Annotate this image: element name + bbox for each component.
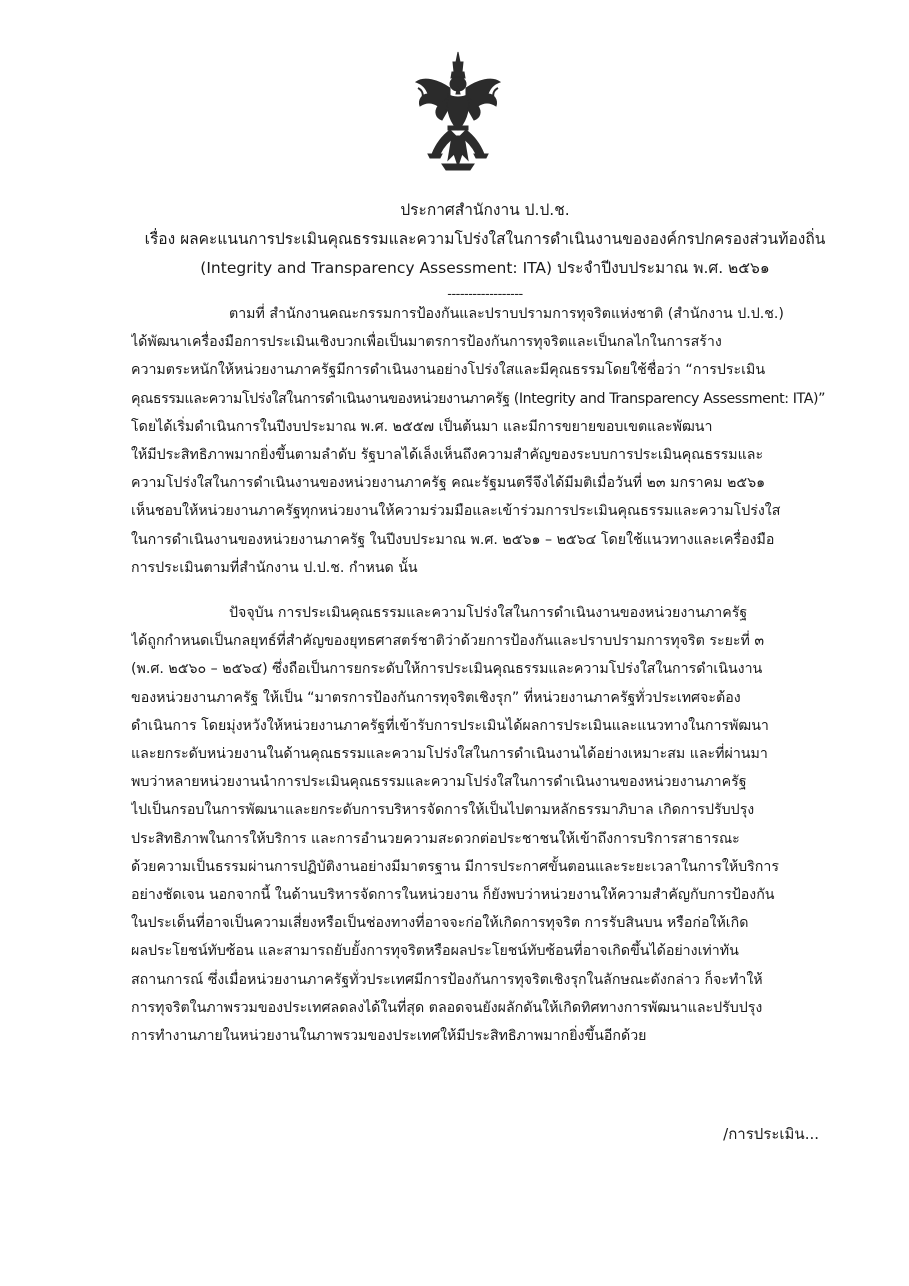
subject-line-1: เรื่อง ผลคะแนนการประเมินคุณธรรมและความโปร่งใสในการดำเนินงานขององค์กรปกครองส่วนท้องถิ่น bbox=[144, 230, 826, 248]
paragraph-line: คุณธรรมและความโปร่งใสในการดำเนินงานของหน่วยงานภาครัฐ (Integrity and Transparency Assessment: ITA)” bbox=[131, 390, 826, 407]
paragraph-line: ความโปร่งใสในการดำเนินงานของหน่วยงานภาครัฐ คณะรัฐมนตรีจึงได้มีมติเมื่อวันที่ ๒๓ มกราคม ๒๕๖๑ bbox=[131, 475, 766, 492]
paragraph-2 bbox=[131, 599, 849, 1050]
paragraph-line: ด้วยความเป็นธรรมผ่านการปฏิบัติงานอย่างมีมาตรฐาน มีการประกาศขั้นตอนและระยะเวลาในการให้บริการ bbox=[131, 858, 779, 875]
paragraph-line: พบว่าหลายหน่วยงานนำการประเมินคุณธรรมและความโปร่งใสในการดำเนินงานของหน่วยงานภาครัฐ bbox=[131, 774, 747, 791]
paragraph-line: การทำงานภายในหน่วยงานในภาพรวมของประเทศให้มีประสิทธิภาพมากยิ่งขึ้นอีกด้วย bbox=[131, 1028, 647, 1045]
paragraph-line: ของหน่วยงานภาครัฐ ให้เป็น “มาตรการป้องกันการทุจริตเชิงรุก” ที่หน่วยงานภาครัฐทั่วประเทศจะต้อง bbox=[131, 689, 741, 706]
paragraph-line: เห็นชอบให้หน่วยงานภาครัฐทุกหน่วยงานให้ความร่วมมือและเข้าร่วมการประเมินคุณธรรมและความโปร่งใส bbox=[131, 503, 781, 520]
divider-line: ------------------ bbox=[447, 287, 523, 302]
announcement-title: ประกาศสำนักงาน ป.ป.ช. bbox=[400, 201, 570, 219]
paragraph-line: ปัจจุบัน การประเมินคุณธรรมและความโปร่งใสในการดำเนินงานของหน่วยงานภาครัฐ bbox=[229, 605, 748, 621]
paragraph-line: ผลประโยชน์ทับซ้อน และสามารถยับยั้งการทุจริตหรือผลประโยชน์ทับซ้อนที่อาจเกิดขึ้นได้อย่างเท่าทัน bbox=[131, 943, 739, 960]
paragraph-line: ในการดำเนินงานของหน่วยงานภาครัฐ ในปีงบประมาณ พ.ศ. ๒๕๖๑ – ๒๕๖๔ โดยใช้แนวทางและเครื่องมือ bbox=[131, 531, 775, 548]
paragraph-line: ตามที่ สำนักงานคณะกรรมการป้องกันและปราบปรามการทุจริตแห่งชาติ (สำนักงาน ป.ป.ช.) bbox=[229, 306, 784, 322]
paragraph-line: ประสิทธิภาพในการให้บริการ และการอำนวยความสะดวกต่อประชาชนให้เข้าถึงการบริการสาธารณะ bbox=[131, 830, 740, 847]
continuation-note: /การประเมิน... bbox=[723, 1125, 819, 1143]
paragraph-line: สถานการณ์ ซึ่งเมื่อหน่วยงานภาครัฐทั่วประเทศมีการป้องกันการทุจริตเชิงรุกในลักษณะดังกล่าว ก็จะทำให้ bbox=[131, 971, 763, 988]
paragraph-line: ได้พัฒนาเครื่องมือการประเมินเชิงบวกเพื่อเป็นมาตรการป้องกันการทุจริตและเป็นกลไกในการสร้าง bbox=[131, 334, 722, 351]
paragraph-line: โดยได้เริ่มดำเนินการในปีงบประมาณ พ.ศ. ๒๕๕๗ เป็นต้นมา และมีการขยายขอบเขตและพัฒนา bbox=[131, 418, 713, 435]
garuda-emblem-icon bbox=[412, 50, 504, 172]
paragraph-line: ดำเนินการ โดยมุ่งหวังให้หน่วยงานภาครัฐที่เข้ารับการประเมินได้ผลการประเมินและแนวทางในการพัฒนา bbox=[131, 717, 769, 734]
paragraph-1 bbox=[131, 300, 849, 582]
paragraph-line: (พ.ศ. ๒๕๖๐ – ๒๕๖๔) ซึ่งถือเป็นการยกระดับให้การประเมินคุณธรรมและความโปร่งใสในการดำเนินงาน bbox=[131, 661, 763, 678]
paragraph-line: การประเมินตามที่สำนักงาน ป.ป.ช. กำหนด นั้น bbox=[131, 559, 418, 576]
paragraph-line: อย่างชัดเจน นอกจากนี้ ในด้านบริหารจัดการในหน่วยงาน ก็ยังพบว่าหน่วยงานให้ความสำคัญกับการป้องกัน bbox=[131, 887, 775, 904]
paragraph-line: และยกระดับหน่วยงานในด้านคุณธรรมและความโปร่งใสในการดำเนินงานได้อย่างเหมาะสม และที่ผ่านมา bbox=[131, 746, 768, 763]
paragraph-line: ไปเป็นกรอบในการพัฒนาและยกระดับการบริหารจัดการให้เป็นไปตามหลักธรรมาภิบาล เกิดการปรับปรุง bbox=[131, 802, 755, 819]
paragraph-line: ได้ถูกกำหนดเป็นกลยุทธ์ที่สำคัญของยุทธศาสตร์ชาติว่าด้วยการป้องกันและปราบปรามการทุจริต ระยะที่ ๓ bbox=[131, 633, 765, 650]
paragraph-line: ให้มีประสิทธิภาพมากยิ่งขึ้นตามลำดับ รัฐบาลได้เล็งเห็นถึงความสำคัญของระบบการประเมินคุณธรรมและ bbox=[131, 447, 764, 464]
subject-line-2: (Integrity and Transparency Assessment: ITA) ประจำปีงบประมาณ พ.ศ. ๒๕๖๑ bbox=[200, 259, 770, 277]
paragraph-line: การทุจริตในภาพรวมของประเทศลดลงได้ในที่สุด ตลอดจนยังผลักดันให้เกิดทิศทางการพัฒนาและปรับปรุง bbox=[131, 999, 763, 1016]
paragraph-line: ความตระหนักให้หน่วยงานภาครัฐมีการดำเนินงานอย่างโปร่งใสและมีคุณธรรมโดยใช้ชื่อว่า “การประเมิน bbox=[131, 362, 766, 379]
paragraph-line: ในประเด็นที่อาจเป็นความเสี่ยงหรือเป็นช่องทางที่อาจจะก่อให้เกิดการทุจริต การรับสินบน หรือก่อให้เกิด bbox=[131, 915, 749, 932]
